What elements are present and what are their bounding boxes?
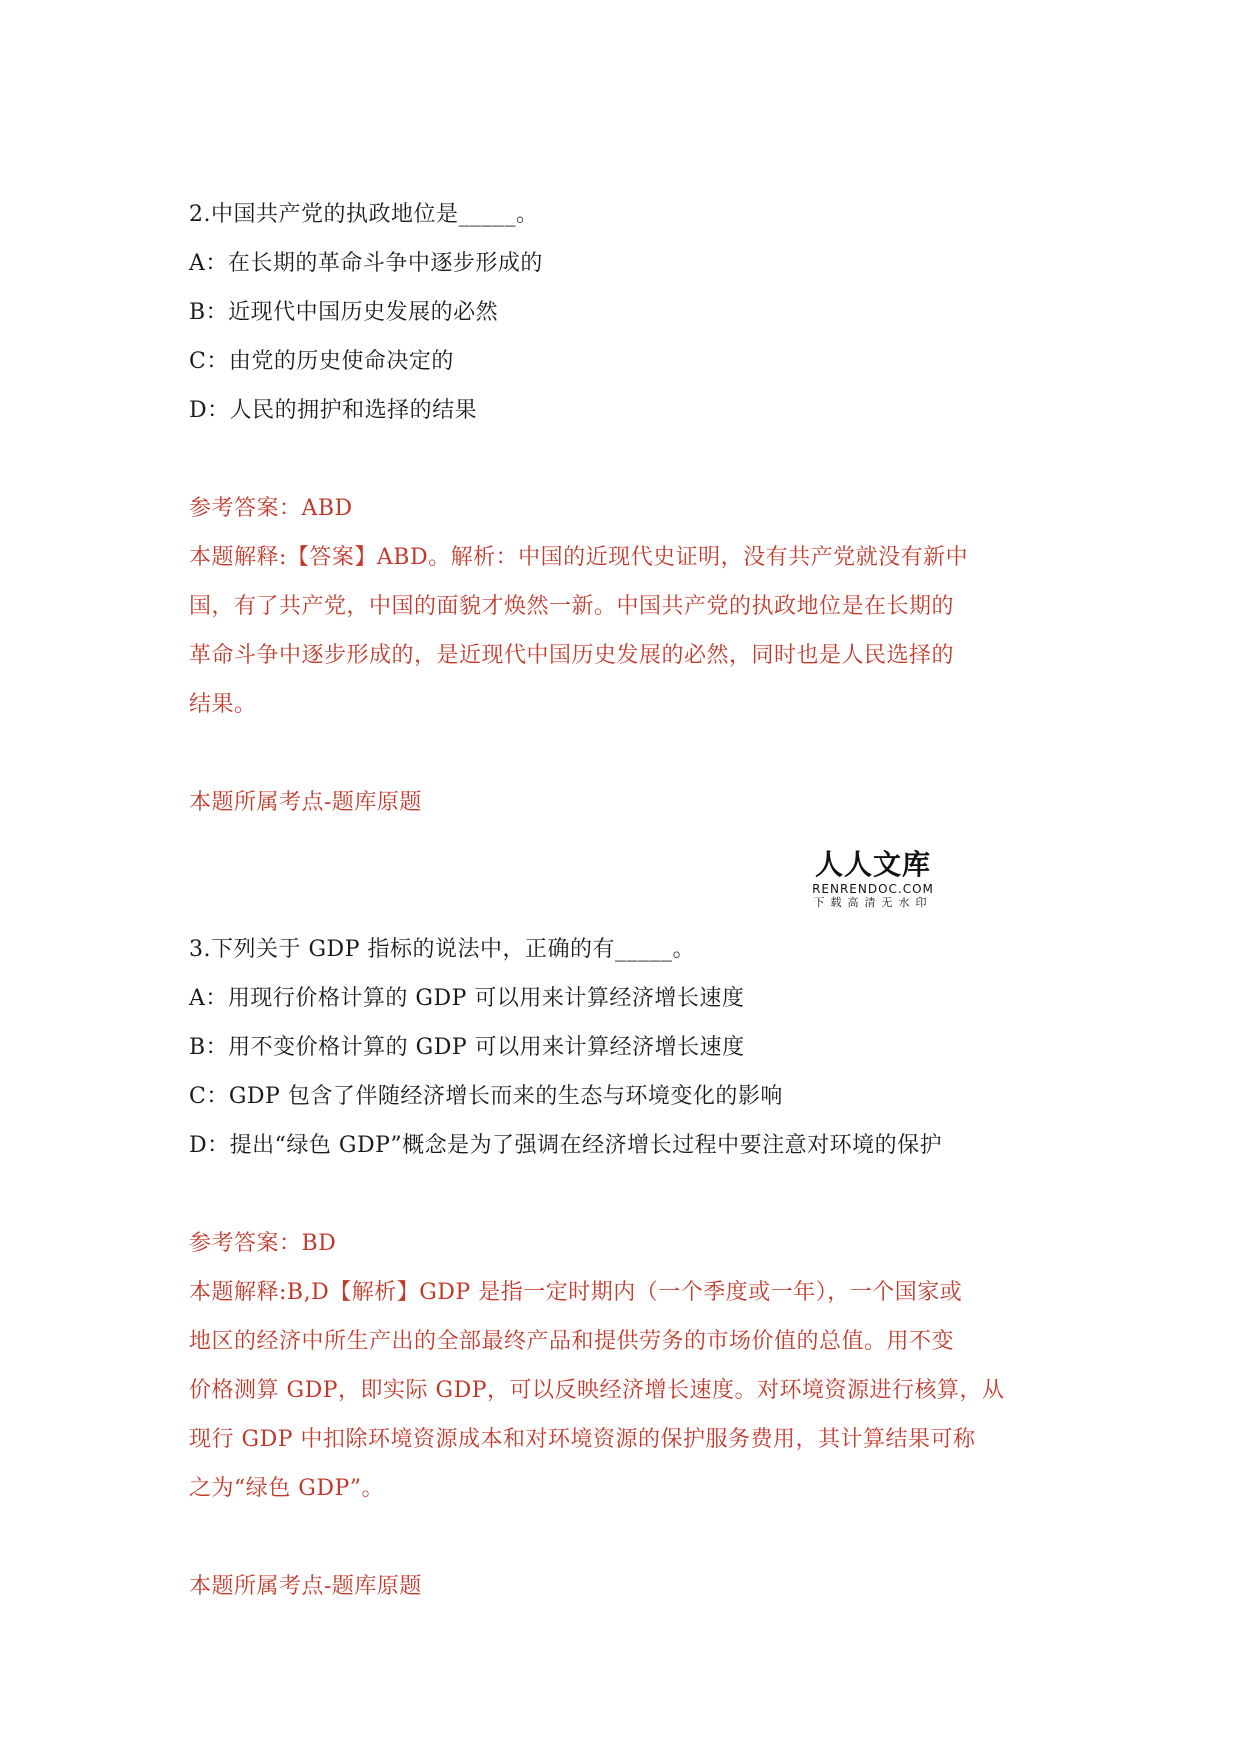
option-c: C：GDP 包含了伴随经济增长而来的生态与环境变化的影响 (189, 1084, 783, 1109)
option-b: B：近现代中国历史发展的必然 (189, 300, 499, 325)
explanation-line: 本题解释:B,D【解析】GDP 是指一定时期内（一个季度或一年），一个国家或 (189, 1280, 963, 1305)
watermark-logo (808, 848, 938, 910)
explanation-line: 结果。 (189, 692, 257, 717)
explanation (189, 1268, 1069, 1513)
question-stem: 3.下列关于 GDP 指标的说法中，正确的有_____。 (189, 937, 695, 962)
reference-answer: 参考答案：BD (189, 1231, 337, 1256)
explanation (189, 533, 1069, 729)
explanation-line: 国，有了共产党，中国的面貌才焕然一新。中国共产党的执政地位是在长期的 (189, 594, 955, 619)
watermark-title: 人人文库 (814, 848, 931, 881)
explanation-line: 之为“绿色 GDP”。 (189, 1476, 385, 1501)
explanation-line: 地区的经济中所生产出的全部最终产品和提供劳务的市场价值的总值。用不变 (189, 1329, 955, 1354)
reference-answer: 参考答案：ABD (189, 496, 353, 521)
question-stem: 2.中国共产党的执政地位是_____。 (189, 202, 539, 227)
explanation-line: 本题解释:【答案】ABD。解析：中国的近现代史证明，没有共产党就没有新中 (189, 545, 969, 570)
option-d: D：人民的拥护和选择的结果 (189, 398, 478, 423)
option-c: C：由党的历史使命决定的 (189, 349, 454, 374)
explanation-line: 现行 GDP 中扣除环境资源成本和对环境资源的保护服务费用，其计算结果可称 (189, 1427, 976, 1452)
question-2 (189, 190, 1069, 827)
topic-label: 本题所属考点-题库原题 (189, 1574, 422, 1599)
option-b: B：用不变价格计算的 GDP 可以用来计算经济增长速度 (189, 1035, 745, 1060)
watermark-url: RENRENDOC.COM (812, 882, 934, 896)
option-a: A：在长期的革命斗争中逐步形成的 (189, 251, 543, 276)
option-d: D：提出“绿色 GDP”概念是为了强调在经济增长过程中要注意对环境的保护 (189, 1133, 943, 1158)
option-a: A：用现行价格计算的 GDP 可以用来计算经济增长速度 (189, 986, 745, 1011)
topic-label: 本题所属考点-题库原题 (189, 790, 422, 815)
watermark-subtitle: 下载高清无水印 (813, 896, 933, 909)
explanation-line: 价格测算 GDP，即实际 GDP，可以反映经济增长速度。对环境资源进行核算，从 (189, 1378, 1005, 1403)
explanation-line: 革命斗争中逐步形成的，是近现代中国历史发展的必然，同时也是人民选择的 (189, 643, 955, 668)
question-3 (189, 925, 1069, 1611)
